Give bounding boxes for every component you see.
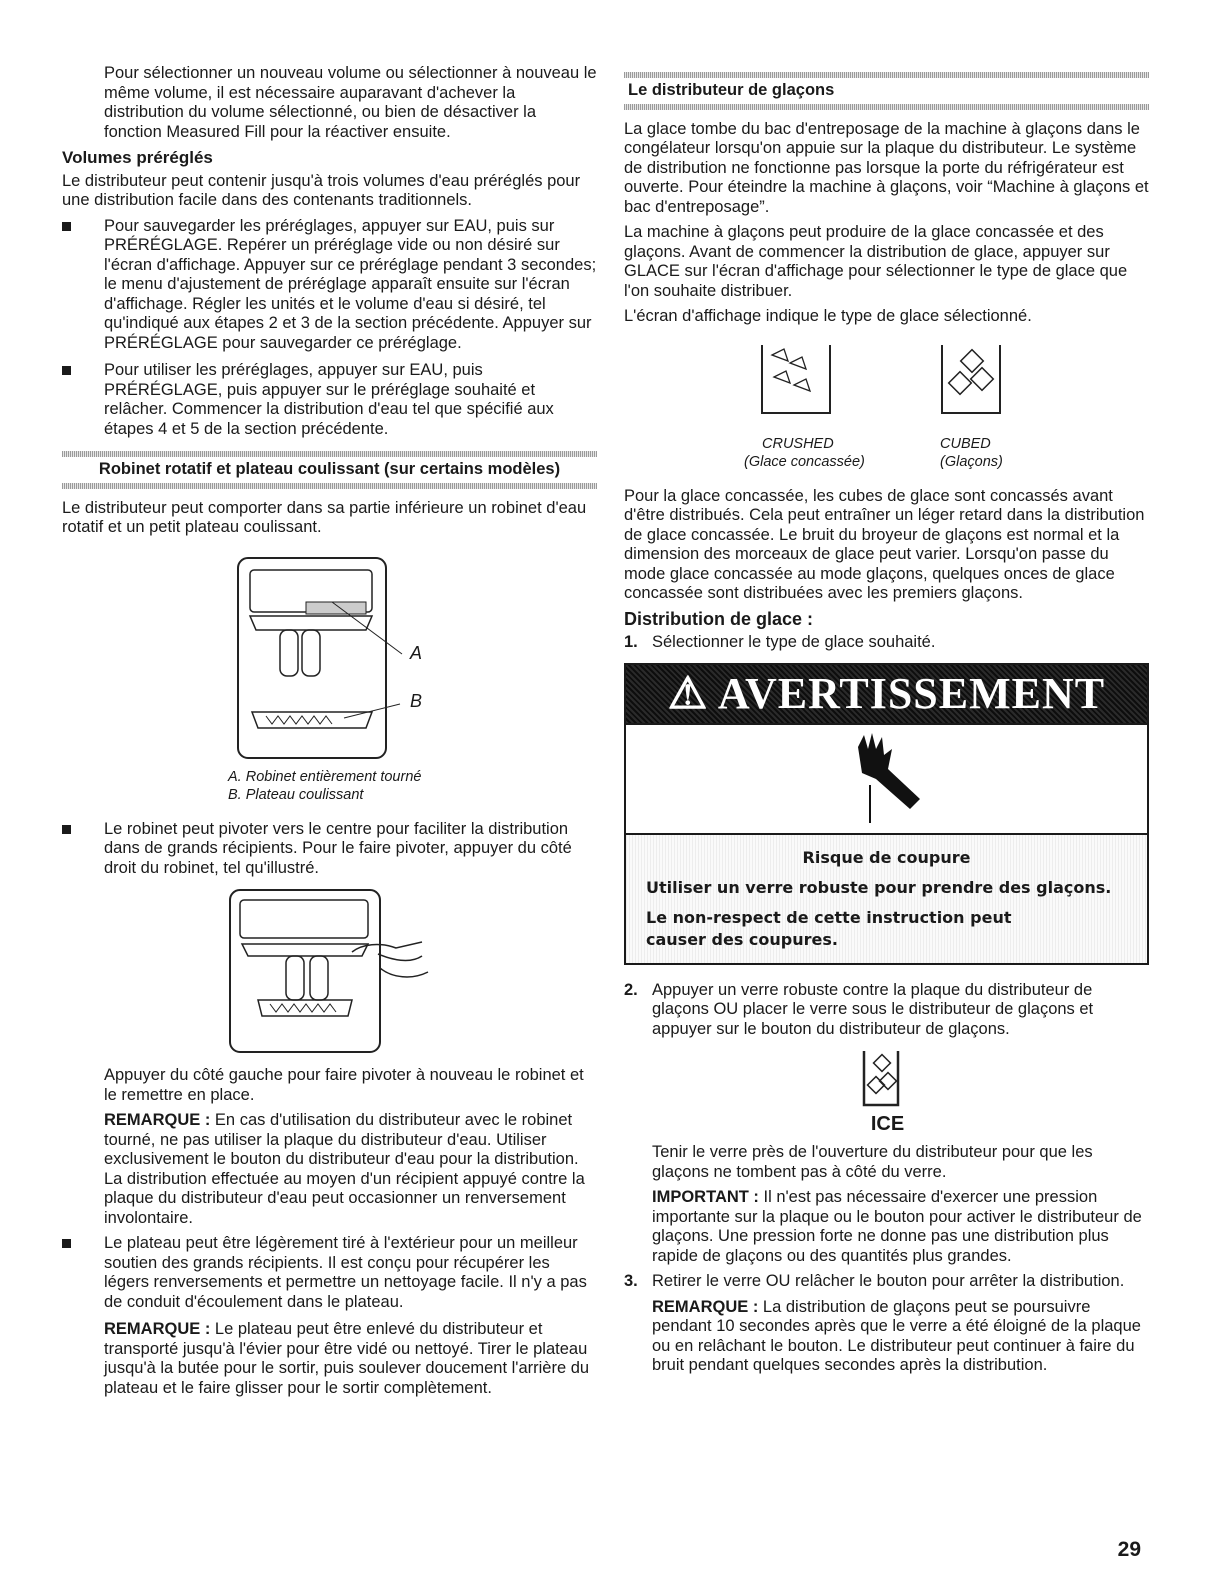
remarque-1 [62,1111,597,1228]
remarque-label-1: REMARQUE : [104,1111,211,1129]
warning-text-area [626,835,1147,963]
remarque-3-text: La distribution de glaçons peut se poursuivre pendant 10 secondes après que le verre a été éloigné de la plaque ou en relâchant le bouton. Le distributeur peut continuer à faire du bruit pendant quelques secondes après la distribution. [652,1297,1141,1374]
intro-paragraph: Pour sélectionner un nouveau volume ou sélectionner à nouveau le même volume, il est nécessaire auparavant d'achever la distribution du volume sélectionné, ou bien de désactiver la fonction Measured Fill pour la réactiver ensuite. [104,64,597,141]
remarque-3 [624,1298,1149,1376]
ice-button-figure [624,1047,1149,1133]
step-3-number: 3. [624,1272,638,1290]
pivot-paragraph: Appuyer du côté gauche pour faire pivoter à nouveau le robinet et le remettre en place. [104,1066,584,1104]
robinet-paragraph: Le distributeur peut comporter dans sa partie inférieure un robinet d'eau rotatif et un petit plateau coulissant. [62,498,587,536]
remarque-2 [62,1320,597,1398]
ice-type-labels [624,435,1149,477]
bullet-use-presets: Pour utiliser les préréglages, appuyer sur EAU, puis PRÉRÉGLAGE, puis appuyer sur le préréglage souhaité et relâcher. Commencer la distribution d'eau tel que spécifié aux étapes 4 et 5 de la section précédente. [62,361,597,439]
warning-box [624,663,1149,965]
cubed-label-group [940,435,1060,471]
bullet-pivot: Le robinet peut pivoter vers le centre pour faciliter la distribution dans de grands récipients. Pour le faire pivoter, appuyer du côté droit du robinet, tel qu'illustré. [62,820,597,879]
glacons-heading: Le distributeur de glaçons [624,72,1149,110]
cubed-label: CUBED [940,435,991,452]
warning-triangle-icon: ⚠ [667,668,709,718]
tenir-paragraph: Tenir le verre près de l'ouverture du distributeur pour que les glaçons ne tombent pas à côté du verre. [652,1143,1093,1181]
important-note [624,1188,1149,1266]
step-2 [624,981,1149,1040]
crushed-sublabel: (Glace concassée) [744,453,865,470]
glacons-paragraph-3: L'écran d'affichage indique le type de glace sélectionné. [624,307,1032,325]
step-2-text: Appuyer un verre robuste contre la plaque du distributeur de glaçons OU placer le verre sous le distributeur de glaçons et appuyer sur le bouton du distributeur de glaçons. [652,980,1094,1038]
left-column [62,64,597,1404]
warning-title-bar [626,665,1147,723]
remarque-2-text: Le plateau peut être enlevé du distributeur et transporté jusqu'à l'évier pour être vidé ou nettoyé. Tirer le plateau jusqu'à la butée pour le sortir, puis soulever doucement l'arrière du plateau et le faire glisser pour le sortir complètement. [104,1320,590,1397]
robinet-heading: Robinet rotatif et plateau coulissant (sur certains modèles) [62,451,597,489]
faucet-pivot-illustration [62,888,597,1056]
bullet-save-presets: Pour sauvegarder les préréglages, appuyer sur EAU, puis sur PRÉRÉGLAGE. Repérer un préréglage vide ou non désiré sur l'écran d'affichage. Appuyer sur ce préréglage pendant 3 secondes; le menu d'ajustement de préréglage apparaît ensuite sur l'écran d'affichage. Régler les unités et le volume d'eau si désiré, tel qu'indiqué aux étapes 2 et 3 de la section précédente. Appuyer sur PRÉRÉGLAGE pour sauvegarder ce préréglage. [62,217,597,354]
page-number: 29 [1117,1538,1141,1561]
step-3 [624,1272,1149,1292]
glacons-paragraph-1: La glace tombe du bac d'entreposage de la machine à glaçons dans le congélateur lorsqu'on appuie sur la plaque du distributeur. Le système de distribution ne fonctionne pas lorsque la porte du réfrigérateur est ouverte. Pour éteindre la machine à glaçons, voir “Machine à glaçons et bac d'entreposage”. [624,119,1149,216]
dispenser-figure-2 [62,888,597,1056]
bullet-tray: Le plateau peut être légèrement tiré à l'extérieur pour un meilleur soutien des grands récipients. Il est conçu pour récupérer les légers renversements et permettre un nettoyage facile. Il n'y a pas de conduit d'écoulement dans le plateau. [62,1234,597,1312]
remarque-1-text: En cas d'utilisation du distributeur avec le robinet tourné, ne pas utiliser la plaque du distributeur d'eau. Utiliser exclusivement le bouton du distributeur d'eau pour la distribution. La distribution effectuée au moyen d'un récipient appuyé contre la plaque du distributeur d'eau peut occasionner un renversement involontaire. [104,1111,585,1227]
caption-b: B. Plateau coulissant [228,786,364,803]
warning-line-1: Utiliser un verre robuste pour prendre des glaçons. [646,877,1112,897]
volumes-heading: Volumes préréglés [62,148,213,167]
remarque-label-3: REMARQUE : [652,1297,759,1316]
step-3-text: Retirer le verre OU relâcher le bouton pour arrêter la distribution. [652,1272,1125,1290]
label-a: A [410,642,423,663]
dispenser-figure-1 [62,556,597,762]
warning-icon-area [626,723,1147,835]
remarque-label-2: REMARQUE : [104,1320,211,1338]
volumes-paragraph: Le distributeur peut contenir jusqu'à trois volumes d'eau préréglés pour une distribution facile dans des contenants traditionnels. [62,171,581,209]
glacons-paragraph-2: La machine à glaçons peut produire de la glace concassée et des glaçons. Avant de commencer la distribution de glace, appuyer sur GLACE sur l'écran d'affichage pour sélectionner le type de glace que l'on souhaite distribuer. [624,223,1128,300]
warning-risk: Risque de coupure [802,847,971,867]
ice-glass-icon [624,1047,1149,1109]
concassee-paragraph: Pour la glace concassée, les cubes de glace sont concassés avant d'être distribués. Cela peut entraîner un léger retard dans la distribution de glace concassée. Le bruit du broyeur de glaçons est normal et la dimension des morceaux de glace peut varier. Lorsqu'on passe du mode glace concassée au mode glaçons, quelques onces de glace concassée sont distribuées avec les premiers glaçons. [624,486,1145,602]
step-1 [624,633,1149,653]
dispenser-illustration [62,556,597,762]
ice-type-icons [624,341,1149,421]
step-1-number: 1. [624,633,638,651]
crushed-label-group [744,435,884,471]
ice-label: ICE [870,1112,905,1135]
caption-a: A. Robinet entièrement tourné [228,768,422,785]
step-1-text: Sélectionner le type de glace souhaité. [652,633,936,651]
label-b: B [410,690,423,711]
distribution-heading: Distribution de glace : [624,608,814,629]
figure-1-caption [228,768,597,804]
warning-line-2: Le non-respect de cette instruction peut causer des coupures. [646,907,1012,949]
crushed-label: CRUSHED [762,435,834,452]
crushed-ice-icon [624,341,1149,421]
step-2-number: 2. [624,980,638,999]
important-text: Il n'est pas nécessaire d'exercer une pression importante sur la plaque ou le bouton pour activer le distributeur de glaçons. Une pression forte ne donne pas une distribution plus rapide de glaçons ou des quantités plus grandes. [652,1188,1142,1265]
cut-hazard-icon [626,725,1147,833]
cubed-sublabel: (Glaçons) [940,453,1003,470]
important-label: IMPORTANT : [652,1188,759,1206]
warning-title: AVERTISSEMENT [717,668,1106,718]
right-column [624,64,1149,1382]
